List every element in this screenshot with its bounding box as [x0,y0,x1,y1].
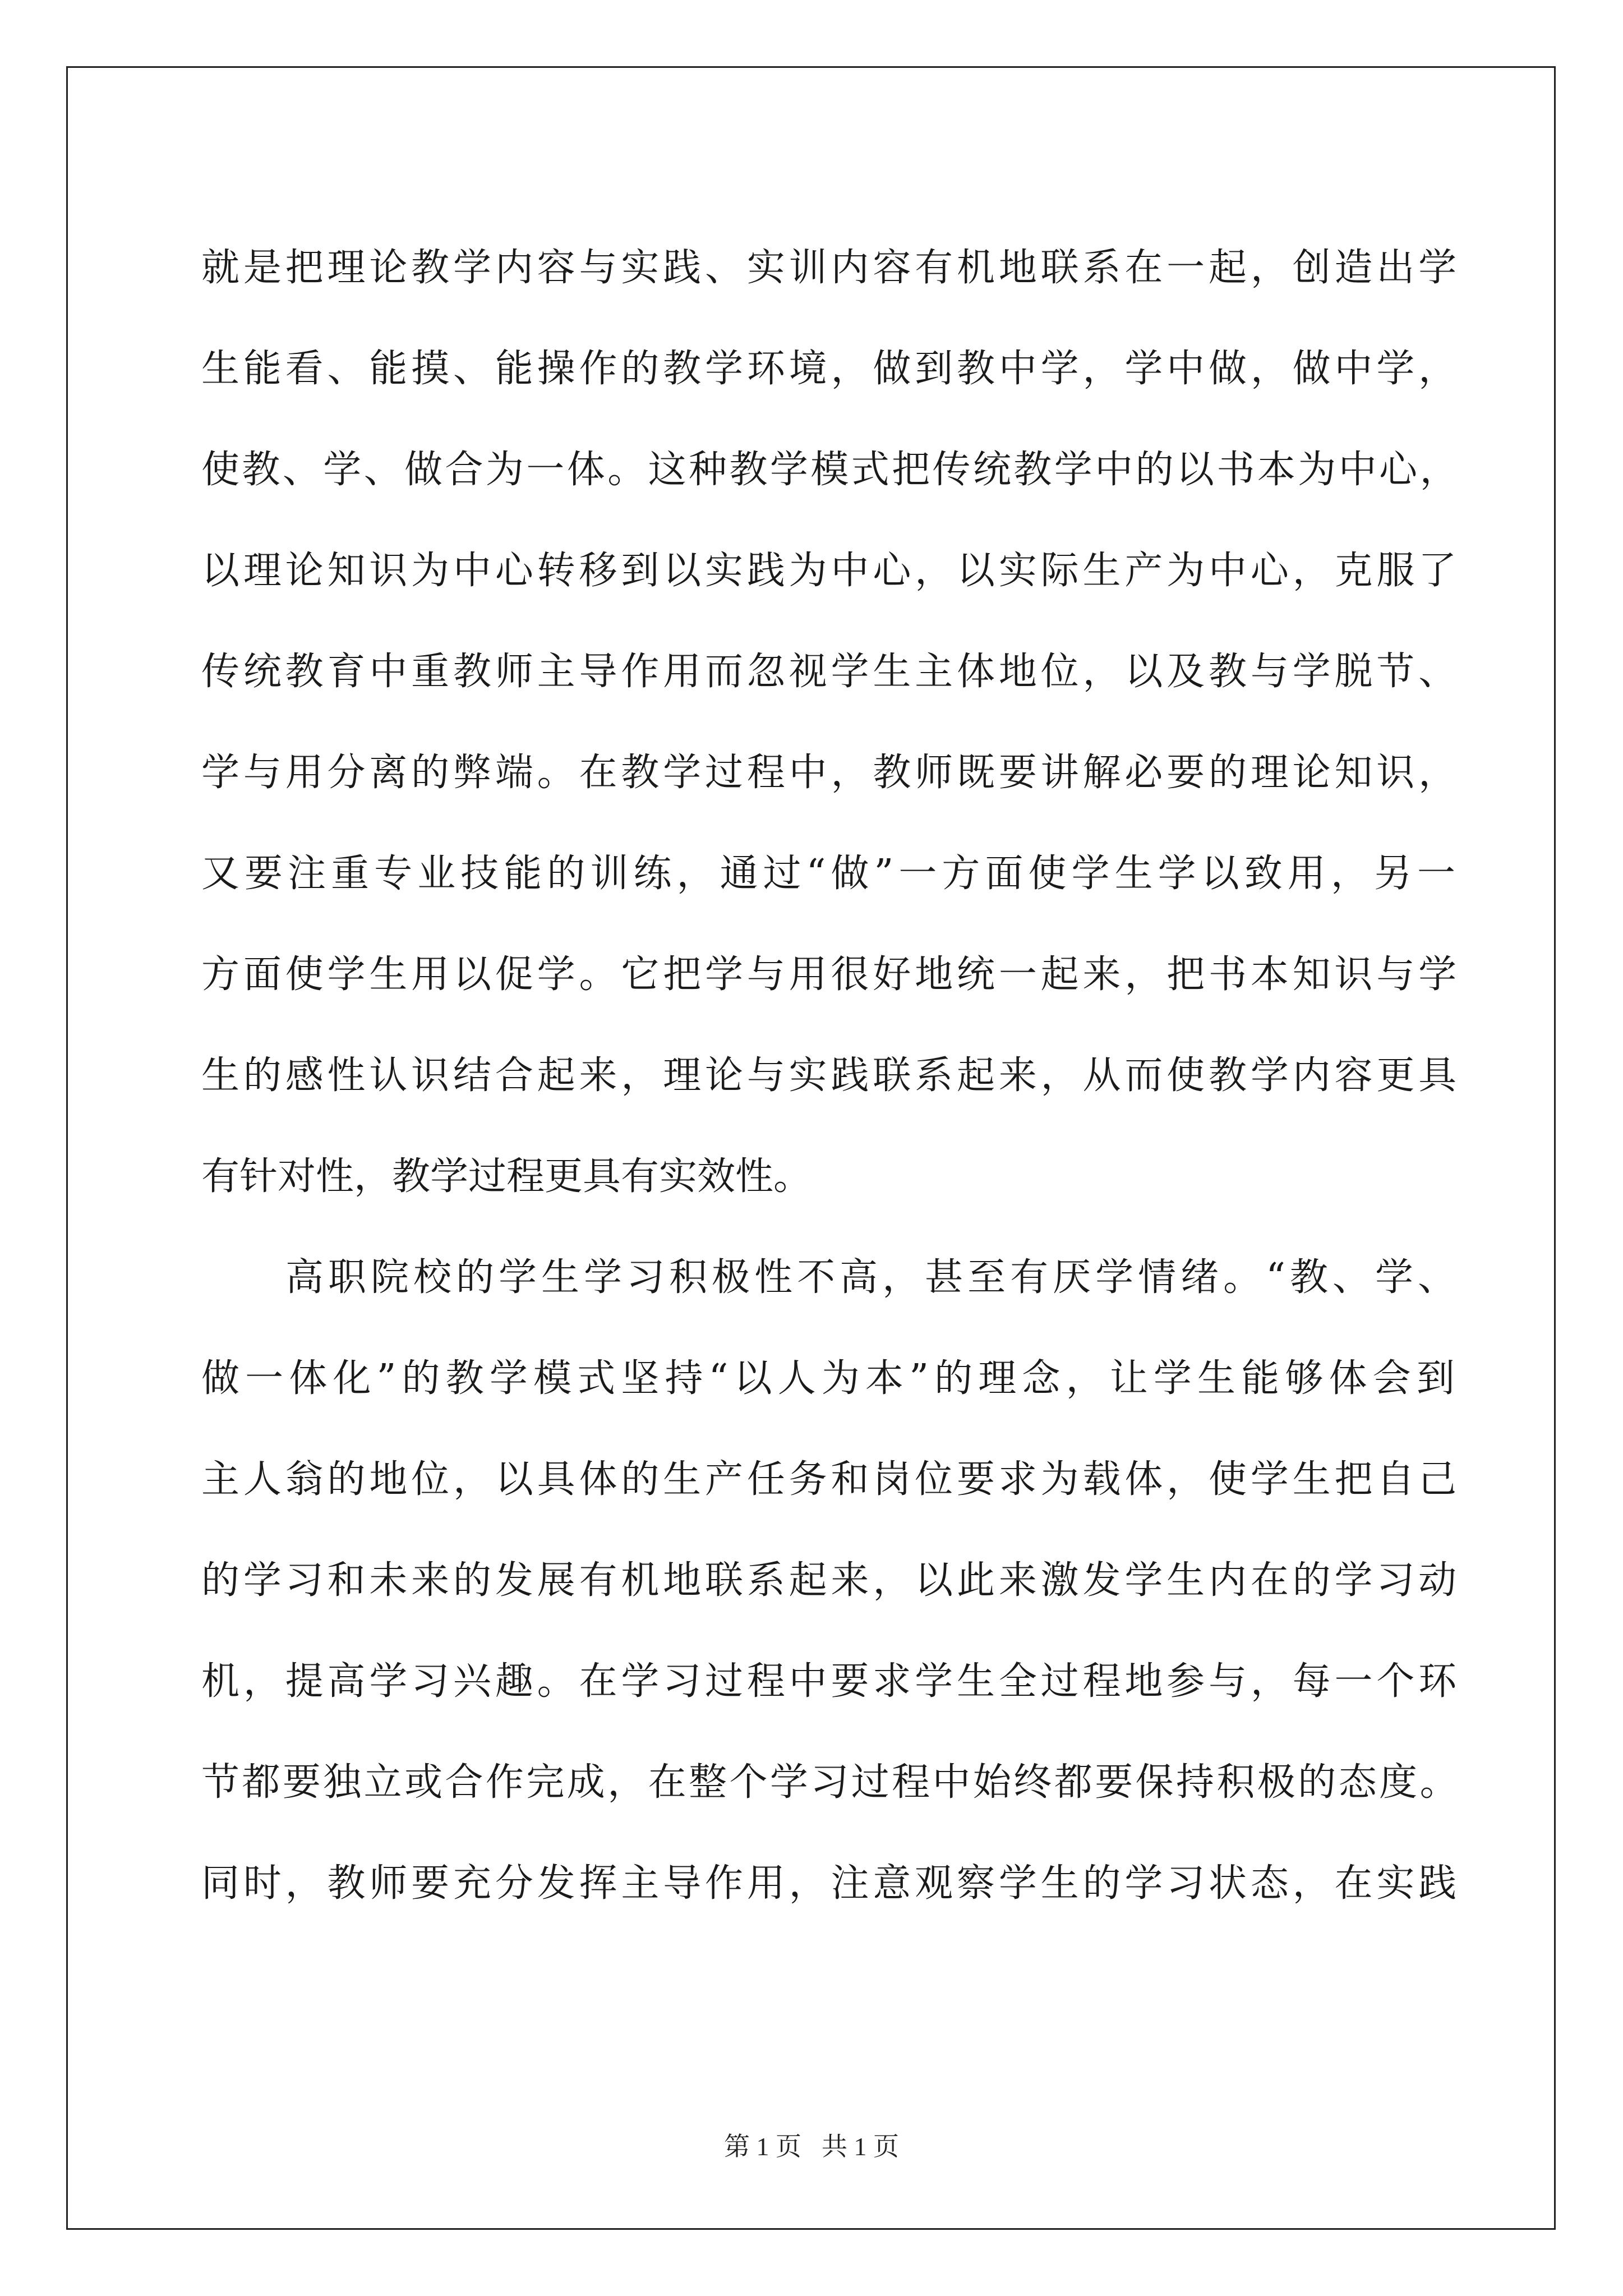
paragraph-1-line-6: 学与用分离的弊端。在教学过程中，教师既要讲解必要的理论知识， [201,751,1460,795]
document-body [201,218,1460,1934]
paragraph-1-line-5: 传统教育中重教师主导作用而忽视学生主体地位，以及教与学脱节、 [201,650,1460,694]
paragraph-2-line-4: 的学习和未来的发展有机地联系起来，以此来激发学生内在的学习动 [201,1558,1460,1603]
paragraph-2-line-5: 机，提高学习兴趣。在学习过程中要求学生全过程地参与，每一个环 [201,1659,1460,1704]
paragraph-2-line-2: 做一体化”的教学模式坚持“以人为本”的理念，让学生能够体会到 [201,1356,1460,1401]
paragraph-2-line-1: 高职院校的学生学习积极性不高，甚至有厌学情绪。“教、学、 [285,1255,1460,1300]
paragraph-2-line-7: 同时，教师要充分发挥主导作用，注意观察学生的学习状态，在实践 [201,1861,1460,1906]
paragraph-1-line-4: 以理论知识为中心转移到以实践为中心，以实际生产为中心，克服了 [201,549,1460,593]
paragraph-1-line-8: 方面使学生用以促学。它把学与用很好地统一起来，把书本知识与学 [201,953,1460,997]
paragraph-1-line-2: 生能看、能摸、能操作的教学环境，做到教中学，学中做，做中学， [201,347,1460,391]
page-total: 共 1 页 [822,2132,899,2161]
paragraph-2-line-6: 节都要独立或合作完成，在整个学习过程中始终都要保持积极的态度。 [201,1760,1460,1805]
page-number: 第 1 页 [724,2132,801,2161]
paragraph-1-line-3: 使教、学、做合为一体。这种教学模式把传统教学中的以书本为中心， [201,448,1460,492]
paragraph-1-line-10: 有针对性，教学过程更具有实效性。 [201,1154,812,1199]
paragraph-1-line-9: 生的感性认识结合起来，理论与实践联系起来，从而使教学内容更具 [201,1053,1460,1098]
page-footer [0,2126,1623,2163]
paragraph-2-line-3: 主人翁的地位，以具体的生产任务和岗位要求为载体，使学生把自己 [201,1457,1460,1502]
paragraph-1-line-7: 又要注重专业技能的训练，通过“做”一方面使学生学以致用，另一 [201,852,1460,896]
paragraph-1-line-1: 就是把理论教学内容与实践、实训内容有机地联系在一起，创造出学 [201,246,1460,290]
